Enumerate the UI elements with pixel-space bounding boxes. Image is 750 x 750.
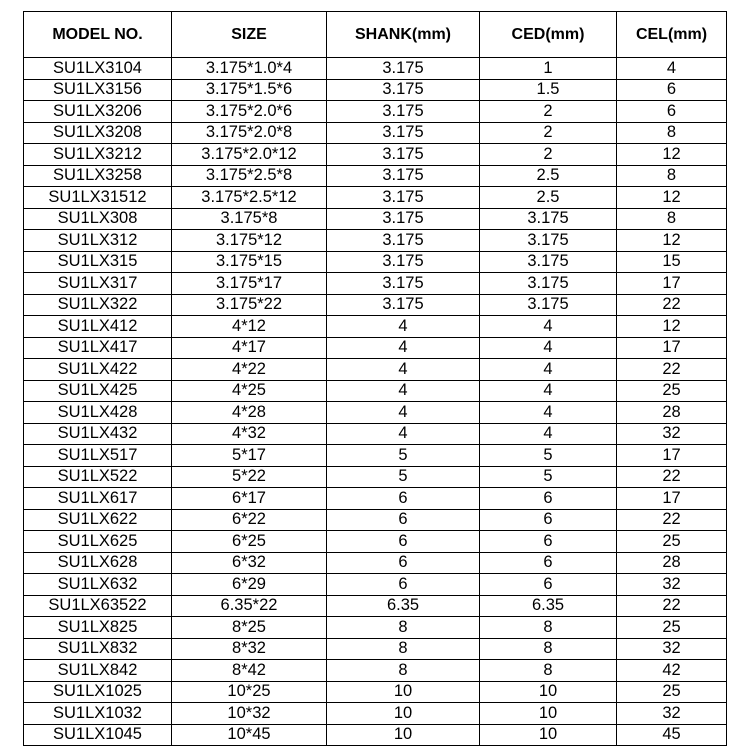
shank-cell: 6 <box>327 531 480 553</box>
model-no-cell: SU1LX617 <box>24 488 172 510</box>
cel-cell: 4 <box>617 58 727 80</box>
size-cell: 3.175*2.0*12 <box>172 144 327 166</box>
shank-cell: 8 <box>327 617 480 639</box>
model-no-cell: SU1LX428 <box>24 402 172 424</box>
ced-cell: 2 <box>480 144 617 166</box>
shank-cell: 4 <box>327 402 480 424</box>
shank-cell: 3.175 <box>327 165 480 187</box>
size-cell: 4*22 <box>172 359 327 381</box>
cel-cell: 32 <box>617 574 727 596</box>
size-cell: 6*17 <box>172 488 327 510</box>
ced-cell: 10 <box>480 724 617 746</box>
shank-cell: 6.35 <box>327 595 480 617</box>
cel-cell: 42 <box>617 660 727 682</box>
spec-table-container <box>23 11 727 746</box>
cel-cell: 6 <box>617 101 727 123</box>
shank-cell: 3.175 <box>327 208 480 230</box>
shank-cell: 4 <box>327 359 480 381</box>
header-size: SIZE <box>172 12 327 58</box>
size-cell: 4*28 <box>172 402 327 424</box>
cel-cell: 8 <box>617 165 727 187</box>
size-cell: 3.175*8 <box>172 208 327 230</box>
model-no-cell: SU1LX425 <box>24 380 172 402</box>
table-row <box>24 251 727 273</box>
ced-cell: 2.5 <box>480 187 617 209</box>
model-no-cell: SU1LX825 <box>24 617 172 639</box>
cel-cell: 12 <box>617 316 727 338</box>
model-no-cell: SU1LX1045 <box>24 724 172 746</box>
ced-cell: 6.35 <box>480 595 617 617</box>
table-row <box>24 617 727 639</box>
size-cell: 10*45 <box>172 724 327 746</box>
ced-cell: 3.175 <box>480 294 617 316</box>
ced-cell: 10 <box>480 703 617 725</box>
table-row <box>24 423 727 445</box>
table-row <box>24 681 727 703</box>
model-no-cell: SU1LX3212 <box>24 144 172 166</box>
ced-cell: 5 <box>480 445 617 467</box>
table-row <box>24 316 727 338</box>
ced-cell: 8 <box>480 617 617 639</box>
table-row <box>24 101 727 123</box>
ced-cell: 1.5 <box>480 79 617 101</box>
table-row <box>24 187 727 209</box>
header-model-no: MODEL NO. <box>24 12 172 58</box>
table-row <box>24 58 727 80</box>
cel-cell: 28 <box>617 552 727 574</box>
cel-cell: 22 <box>617 359 727 381</box>
shank-cell: 4 <box>327 337 480 359</box>
table-row <box>24 445 727 467</box>
table-row <box>24 595 727 617</box>
shank-cell: 8 <box>327 660 480 682</box>
ced-cell: 4 <box>480 380 617 402</box>
cel-cell: 17 <box>617 488 727 510</box>
cel-cell: 8 <box>617 208 727 230</box>
size-cell: 3.175*22 <box>172 294 327 316</box>
shank-cell: 6 <box>327 509 480 531</box>
shank-cell: 6 <box>327 552 480 574</box>
ced-cell: 4 <box>480 402 617 424</box>
ced-cell: 6 <box>480 531 617 553</box>
table-row <box>24 466 727 488</box>
table-header <box>24 12 727 58</box>
ced-cell: 4 <box>480 337 617 359</box>
size-cell: 8*25 <box>172 617 327 639</box>
ced-cell: 1 <box>480 58 617 80</box>
table-row <box>24 337 727 359</box>
size-cell: 3.175*1.5*6 <box>172 79 327 101</box>
ced-cell: 6 <box>480 488 617 510</box>
model-no-cell: SU1LX832 <box>24 638 172 660</box>
shank-cell: 8 <box>327 638 480 660</box>
ced-cell: 8 <box>480 660 617 682</box>
cel-cell: 45 <box>617 724 727 746</box>
size-cell: 4*25 <box>172 380 327 402</box>
shank-cell: 6 <box>327 574 480 596</box>
ced-cell: 4 <box>480 316 617 338</box>
cel-cell: 6 <box>617 79 727 101</box>
cel-cell: 32 <box>617 703 727 725</box>
size-cell: 10*32 <box>172 703 327 725</box>
model-no-cell: SU1LX632 <box>24 574 172 596</box>
ced-cell: 10 <box>480 681 617 703</box>
shank-cell: 3.175 <box>327 187 480 209</box>
model-no-cell: SU1LX317 <box>24 273 172 295</box>
ced-cell: 6 <box>480 509 617 531</box>
model-no-cell: SU1LX522 <box>24 466 172 488</box>
table-row <box>24 703 727 725</box>
model-no-cell: SU1LX3206 <box>24 101 172 123</box>
size-cell: 3.175*12 <box>172 230 327 252</box>
model-no-cell: SU1LX315 <box>24 251 172 273</box>
ced-cell: 8 <box>480 638 617 660</box>
model-no-cell: SU1LX432 <box>24 423 172 445</box>
shank-cell: 3.175 <box>327 144 480 166</box>
cel-cell: 25 <box>617 617 727 639</box>
size-cell: 3.175*2.0*8 <box>172 122 327 144</box>
header-shank: SHANK(mm) <box>327 12 480 58</box>
table-row <box>24 488 727 510</box>
size-cell: 6*29 <box>172 574 327 596</box>
table-row <box>24 574 727 596</box>
shank-cell: 10 <box>327 681 480 703</box>
cel-cell: 22 <box>617 595 727 617</box>
model-no-cell: SU1LX308 <box>24 208 172 230</box>
cel-cell: 17 <box>617 445 727 467</box>
ced-cell: 2 <box>480 122 617 144</box>
table-row <box>24 294 727 316</box>
cel-cell: 22 <box>617 509 727 531</box>
model-no-cell: SU1LX31512 <box>24 187 172 209</box>
cel-cell: 25 <box>617 531 727 553</box>
model-no-cell: SU1LX3104 <box>24 58 172 80</box>
header-ced: CED(mm) <box>480 12 617 58</box>
model-no-cell: SU1LX517 <box>24 445 172 467</box>
ced-cell: 3.175 <box>480 251 617 273</box>
table-row <box>24 230 727 252</box>
shank-cell: 3.175 <box>327 294 480 316</box>
ced-cell: 4 <box>480 359 617 381</box>
cel-cell: 17 <box>617 337 727 359</box>
table-row <box>24 359 727 381</box>
model-no-cell: SU1LX1025 <box>24 681 172 703</box>
model-no-cell: SU1LX322 <box>24 294 172 316</box>
model-no-cell: SU1LX622 <box>24 509 172 531</box>
size-cell: 6*32 <box>172 552 327 574</box>
cel-cell: 28 <box>617 402 727 424</box>
shank-cell: 5 <box>327 466 480 488</box>
ced-cell: 3.175 <box>480 273 617 295</box>
shank-cell: 3.175 <box>327 101 480 123</box>
table-body <box>24 58 727 746</box>
shank-cell: 4 <box>327 423 480 445</box>
shank-cell: 4 <box>327 380 480 402</box>
shank-cell: 3.175 <box>327 58 480 80</box>
spec-table <box>23 11 727 746</box>
shank-cell: 6 <box>327 488 480 510</box>
shank-cell: 3.175 <box>327 79 480 101</box>
cel-cell: 12 <box>617 187 727 209</box>
cel-cell: 15 <box>617 251 727 273</box>
size-cell: 4*32 <box>172 423 327 445</box>
size-cell: 5*22 <box>172 466 327 488</box>
cel-cell: 32 <box>617 423 727 445</box>
cel-cell: 12 <box>617 230 727 252</box>
table-row <box>24 208 727 230</box>
cel-cell: 22 <box>617 294 727 316</box>
size-cell: 4*17 <box>172 337 327 359</box>
size-cell: 3.175*17 <box>172 273 327 295</box>
header-cel: CEL(mm) <box>617 12 727 58</box>
cel-cell: 25 <box>617 380 727 402</box>
table-row <box>24 79 727 101</box>
size-cell: 6*25 <box>172 531 327 553</box>
ced-cell: 5 <box>480 466 617 488</box>
ced-cell: 6 <box>480 552 617 574</box>
cel-cell: 12 <box>617 144 727 166</box>
ced-cell: 6 <box>480 574 617 596</box>
size-cell: 3.175*15 <box>172 251 327 273</box>
cel-cell: 25 <box>617 681 727 703</box>
table-row <box>24 509 727 531</box>
model-no-cell: SU1LX3258 <box>24 165 172 187</box>
model-no-cell: SU1LX628 <box>24 552 172 574</box>
model-no-cell: SU1LX412 <box>24 316 172 338</box>
cel-cell: 22 <box>617 466 727 488</box>
size-cell: 8*32 <box>172 638 327 660</box>
model-no-cell: SU1LX1032 <box>24 703 172 725</box>
ced-cell: 3.175 <box>480 208 617 230</box>
header-row <box>24 12 727 58</box>
shank-cell: 3.175 <box>327 251 480 273</box>
model-no-cell: SU1LX312 <box>24 230 172 252</box>
table-row <box>24 380 727 402</box>
shank-cell: 10 <box>327 703 480 725</box>
size-cell: 10*25 <box>172 681 327 703</box>
ced-cell: 3.175 <box>480 230 617 252</box>
size-cell: 3.175*2.5*8 <box>172 165 327 187</box>
table-row <box>24 144 727 166</box>
size-cell: 3.175*2.0*6 <box>172 101 327 123</box>
ced-cell: 4 <box>480 423 617 445</box>
shank-cell: 4 <box>327 316 480 338</box>
cel-cell: 17 <box>617 273 727 295</box>
cel-cell: 32 <box>617 638 727 660</box>
ced-cell: 2 <box>480 101 617 123</box>
table-row <box>24 165 727 187</box>
size-cell: 5*17 <box>172 445 327 467</box>
size-cell: 3.175*2.5*12 <box>172 187 327 209</box>
table-row <box>24 531 727 553</box>
shank-cell: 10 <box>327 724 480 746</box>
model-no-cell: SU1LX422 <box>24 359 172 381</box>
table-row <box>24 724 727 746</box>
model-no-cell: SU1LX3208 <box>24 122 172 144</box>
shank-cell: 3.175 <box>327 230 480 252</box>
shank-cell: 3.175 <box>327 122 480 144</box>
model-no-cell: SU1LX842 <box>24 660 172 682</box>
table-row <box>24 273 727 295</box>
model-no-cell: SU1LX63522 <box>24 595 172 617</box>
size-cell: 6.35*22 <box>172 595 327 617</box>
table-row <box>24 552 727 574</box>
cel-cell: 8 <box>617 122 727 144</box>
model-no-cell: SU1LX417 <box>24 337 172 359</box>
table-row <box>24 402 727 424</box>
size-cell: 6*22 <box>172 509 327 531</box>
size-cell: 8*42 <box>172 660 327 682</box>
table-row <box>24 122 727 144</box>
table-row <box>24 660 727 682</box>
table-row <box>24 638 727 660</box>
model-no-cell: SU1LX625 <box>24 531 172 553</box>
size-cell: 3.175*1.0*4 <box>172 58 327 80</box>
model-no-cell: SU1LX3156 <box>24 79 172 101</box>
shank-cell: 3.175 <box>327 273 480 295</box>
ced-cell: 2.5 <box>480 165 617 187</box>
shank-cell: 5 <box>327 445 480 467</box>
size-cell: 4*12 <box>172 316 327 338</box>
